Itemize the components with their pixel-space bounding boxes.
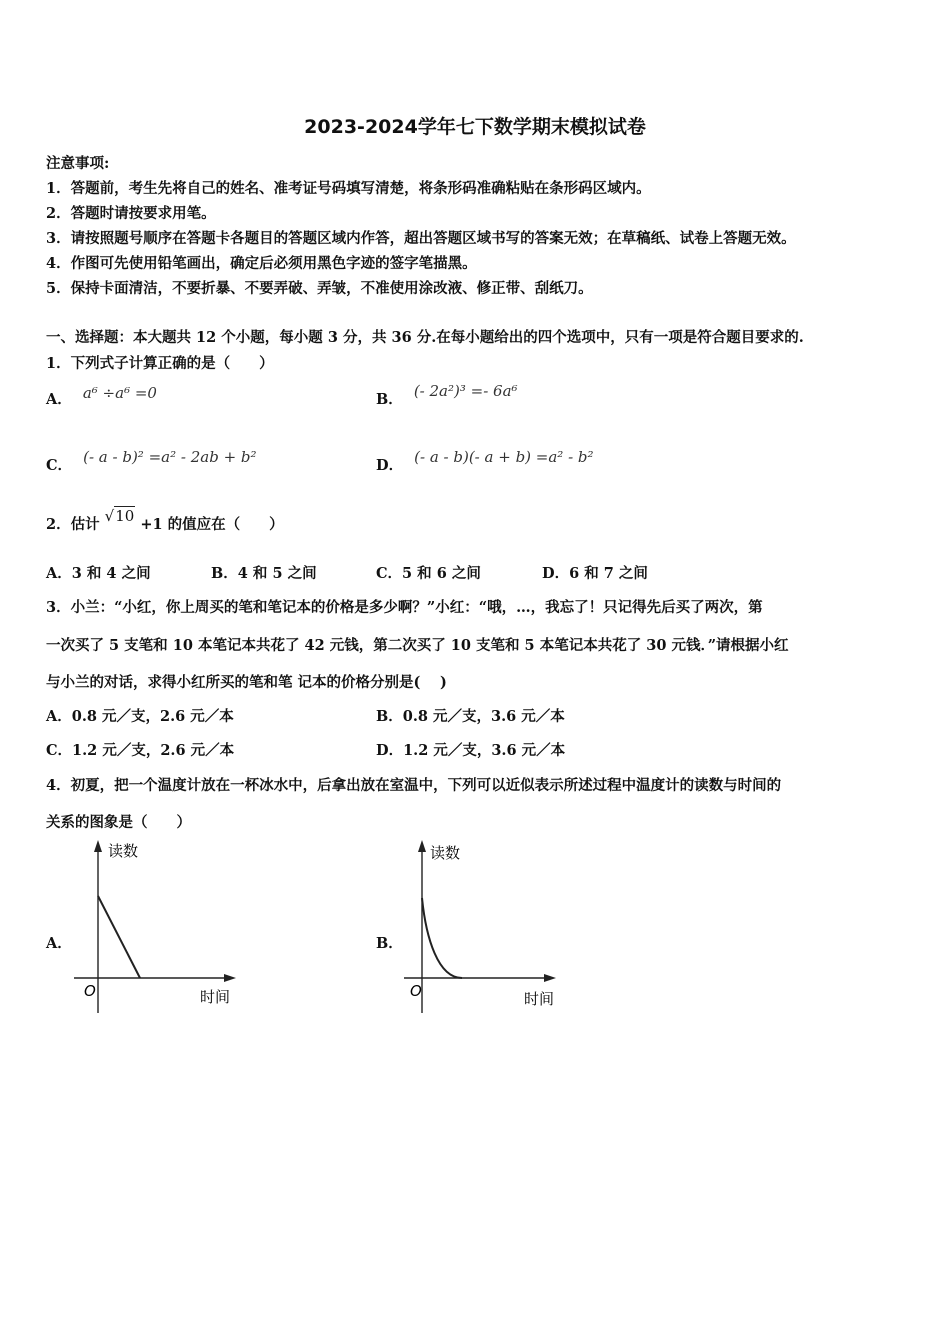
x-axis-arrow — [224, 974, 236, 982]
q4-graph-b[interactable] — [400, 838, 575, 1018]
question-4-line: 关系的图象是（ ） — [46, 814, 191, 831]
q4-graph-a[interactable] — [70, 838, 245, 1018]
q1-option-b[interactable] — [376, 382, 518, 409]
question-1-stem: 1．下列式子计算正确的是（ ） — [46, 355, 274, 372]
q3-option-d[interactable]: D．1.2 元／支，3.6 元／本 — [376, 742, 566, 759]
y-axis-arrow — [418, 840, 426, 852]
question-2-stem — [46, 507, 284, 534]
exam-title: 2023-2024学年七下数学期末模拟试卷 — [304, 116, 646, 138]
graph-curve — [422, 898, 462, 978]
q4-option-b-label[interactable]: B． — [376, 935, 403, 952]
option-label: D． — [376, 457, 404, 474]
option-math: (- a - b)² =a² - 2ab + b² — [83, 448, 257, 466]
option-math: (- 2a²)³ =- 6a⁶ — [413, 382, 518, 400]
note-item: 1．答题前，考生先将自己的姓名、准考证号码填写清楚，将条形码准确粘贴在条形码区域内。 — [46, 180, 651, 197]
question-3-line: 3．小兰：“小红，你上周买的笔和笔记本的价格是多少啊？”小红：“哦，…，我忘了！只记得先后买了两次，第 — [46, 599, 763, 616]
q1-option-d[interactable] — [376, 448, 594, 475]
q3-option-b[interactable]: B．0.8 元／支，3.6 元／本 — [376, 708, 565, 725]
option-label: B． — [376, 391, 403, 408]
q2-stem-before: 2．估计 — [46, 516, 100, 533]
origin-label: O — [410, 982, 422, 1000]
note-item: 2．答题时请按要求用笔。 — [46, 205, 216, 222]
graph-line — [98, 896, 140, 978]
q2-stem-after: +1 的值应在（ ） — [140, 516, 284, 533]
q3-option-a[interactable]: A．0.8 元／支，2.6 元／本 — [46, 708, 234, 725]
section-header: 一、选择题：本大题共 12 个小题，每小题 3 分，共 36 分.在每小题给出的四个选项中，只有一项是符合题目要求的. — [46, 329, 804, 346]
option-label: A． — [46, 391, 72, 408]
notes-header: 注意事项: — [46, 155, 110, 172]
q4-option-a-label[interactable]: A． — [46, 935, 72, 952]
option-math: a⁶ ÷a⁶ =0 — [82, 384, 157, 402]
origin-label: O — [84, 982, 96, 1000]
x-axis-label: 时间 — [524, 990, 555, 1008]
question-4-line: 4．初夏，把一个温度计放在一杯冰水中，后拿出放在室温中，下列可以近似表示所述过程中温度计的读数与时间的 — [46, 777, 782, 794]
note-item: 5．保持卡面清洁，不要折暴、不要弄破、弄皱，不准使用涂改液、修正带、刮纸刀。 — [46, 280, 593, 297]
x-axis-label: 时间 — [200, 988, 231, 1006]
radicand: 10 — [115, 507, 135, 525]
question-3-line: 与小兰的对话，求得小红所买的笔和笔 记本的价格分别是( ) — [46, 674, 447, 691]
x-axis-arrow — [544, 974, 556, 982]
option-math: (- a - b)(- a + b) =a² - b² — [414, 448, 594, 466]
q2-option-b[interactable]: B．4 和 5 之间 — [211, 565, 317, 582]
y-axis-label: 读数 — [430, 844, 461, 862]
y-axis-label: 读数 — [108, 842, 139, 860]
q2-option-a[interactable]: A．3 和 4 之间 — [46, 565, 151, 582]
y-axis-arrow — [94, 840, 102, 852]
option-label: C． — [46, 457, 73, 474]
q2-option-c[interactable]: C．5 和 6 之间 — [376, 565, 481, 582]
q1-option-a[interactable] — [46, 384, 157, 409]
note-item: 3．请按照题号顺序在答题卡各题目的答题区域内作答，超出答题区域书写的答案无效；在草稿纸、试卷上答题无效。 — [46, 230, 796, 247]
sqrt-expression: √10 — [104, 507, 135, 525]
q3-option-c[interactable]: C．1.2 元／支，2.6 元／本 — [46, 742, 235, 759]
q2-option-d[interactable]: D．6 和 7 之间 — [542, 565, 648, 582]
question-3-line: 一次买了 5 支笔和 10 本笔记本共花了 42 元钱，第二次买了 10 支笔和 5 本笔记本共花了 30 元钱．”请根据小红 — [46, 637, 789, 654]
q1-option-c[interactable] — [46, 448, 257, 475]
note-item: 4．作图可先使用铅笔画出，确定后必须用黑色字迹的签字笔描黑。 — [46, 255, 477, 272]
